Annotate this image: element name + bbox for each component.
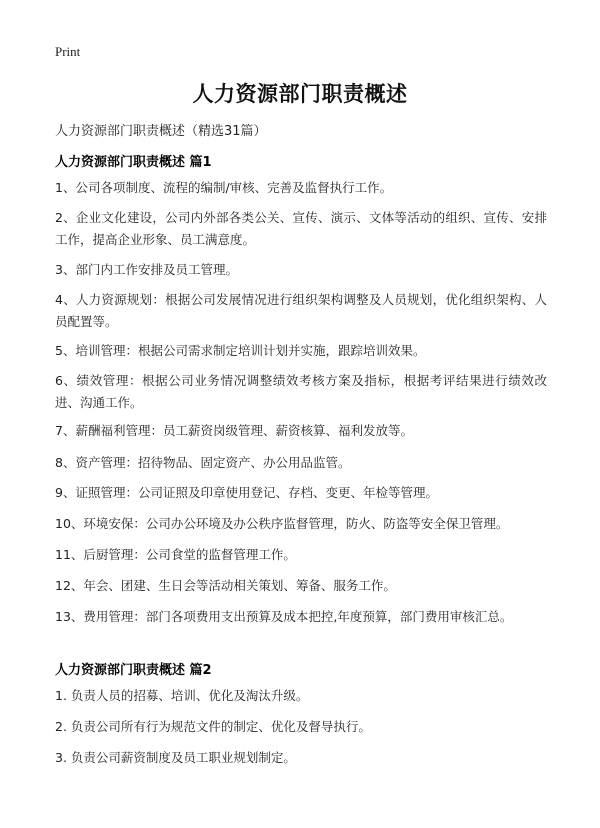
list-item: 13、费用管理：部门各项费用支出预算及成本把控,年度预算，部门费用审核汇总。 [55, 609, 513, 624]
list-item: 10、环境安保：公司办公环境及办公秩序监督管理，防火、防盗等安全保卫管理。 [55, 516, 509, 531]
section-heading-2: 人力资源部门职责概述 篇2 [55, 663, 212, 678]
document-subtitle: 人力资源部门职责概述（精选31篇） [55, 124, 267, 139]
list-item: 6、绩效管理：根据公司业务情况调整绩效考核方案及指标，根据考评结果进行绩效改进、沟通工作。 [55, 373, 547, 410]
list-item: 8、资产管理：招待物品、固定资产、办公用品监管。 [55, 455, 351, 470]
list-item: 4、人力资源规划：根据公司发展情况进行组织架构调整及人员规划，优化组织架构、人员配置等。 [55, 292, 547, 329]
list-item: 5、培训管理：根据公司需求制定培训计划并实施，跟踪培训效果。 [55, 343, 426, 358]
list-item: 1. 负责人员的招募、培训、优化及淘汰升级。 [55, 688, 309, 703]
list-item: 2. 负责公司所有行为规范文件的制定、优化及督导执行。 [55, 719, 371, 734]
print-label[interactable]: Print [55, 44, 81, 59]
list-item: 1、公司各项制度、流程的编制/审核、完善及监督执行工作。 [55, 180, 393, 195]
list-item: 3. 负责公司薪资制度及员工职业规划制定。 [55, 750, 296, 765]
document-title: 人力资源部门职责概述 [192, 82, 408, 106]
list-item: 3、部门内工作安排及员工管理。 [55, 262, 238, 277]
list-item: 9、证照管理：公司证照及印章使用登记、存档、变更、年检等管理。 [55, 485, 438, 500]
list-item: 12、年会、团建、生日会等活动相关策划、筹备、服务工作。 [55, 578, 396, 593]
list-item: 11、后厨管理：公司食堂的监督管理工作。 [55, 547, 296, 562]
section-heading-1: 人力资源部门职责概述 篇1 [55, 155, 212, 170]
list-item: 7、薪酬福利管理：员工薪资岗级管理、薪资核算、福利发放等。 [55, 423, 413, 438]
list-item: 2、企业文化建设，公司内外部各类公关、宣传、演示、文体等活动的组织、宣传、安排工作，提高企业形象、员工满意度。 [55, 210, 547, 247]
